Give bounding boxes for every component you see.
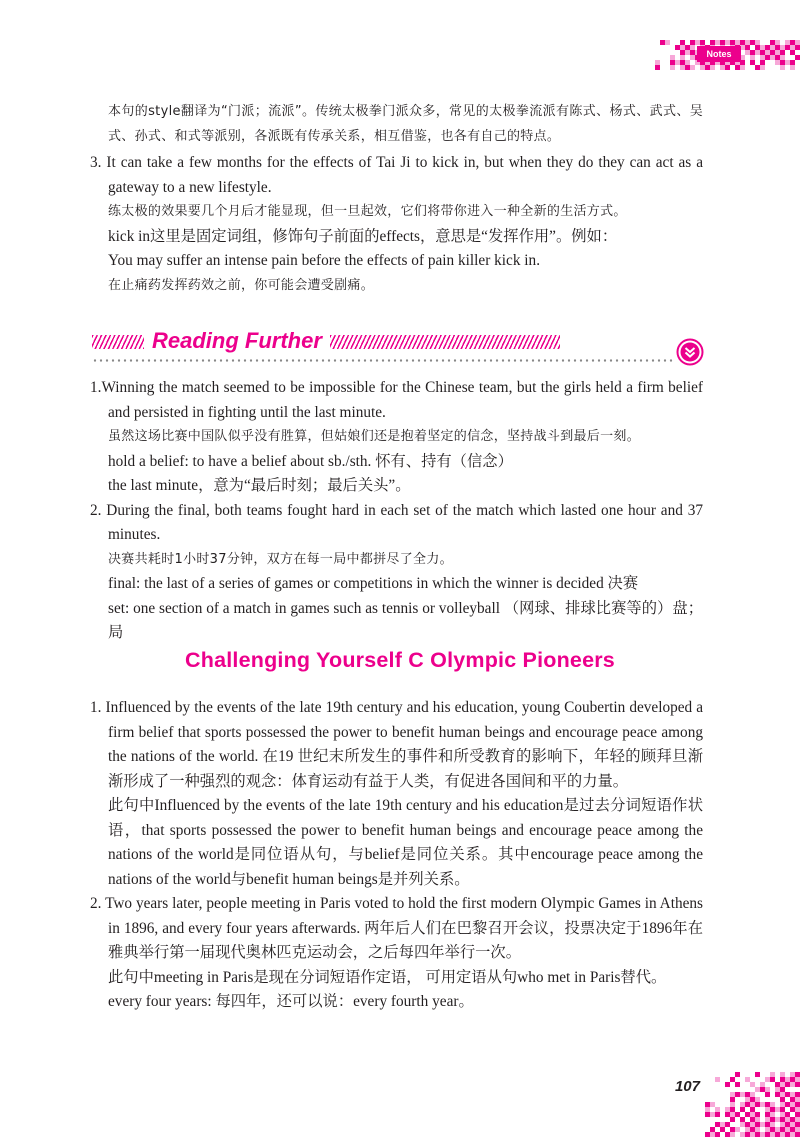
- cy-item-2-note-1: 此句中meeting in Paris是现在分词短语作定语， 可用定语从句who met in Paris替代。: [108, 968, 667, 986]
- item-3-note: kick in这里是固定词组，修饰句子前面的effects，意思是“发挥作用”。例如：: [108, 227, 618, 245]
- item-3-chinese: 练太极的效果要几个月后才能显现，但一旦起效，它们将带你进入一种全新的生活方式。: [108, 204, 627, 219]
- notes-tag: Notes: [697, 46, 741, 62]
- item-3-english: 3. It can take a few months for the effects of Tai Ji to kick in, but when they do they can act as a gateway to a new lifestyle.: [90, 154, 703, 196]
- rf-item-2-note-2: set: one section of a match in games such as tennis or volleyball （网球、排球比赛等的）盘；局: [108, 599, 703, 641]
- cy-item-1-note: 此句中Influenced by the events of the late 19th century and his education是过去分词短语作状语，that sports possessed the power to benefit human beings and encourage peace among the nations of the world是同位语从句，与belief是同位关系。其中encourage peace among the nations of the world与benefit human beings是并列关系。: [108, 797, 703, 888]
- hatch-decoration-right: [330, 335, 560, 349]
- style-explanation: 本句的style翻译为“门派；流派”。传统太极拳门派众多，常见的太极拳流派有陈式、杨式、武式、吴式、孙式、和式等派别，各派既有传承关系，相互借鉴，也各有自己的特点。: [108, 104, 703, 144]
- rf-item-1-note-2: the last minute，意为“最后时刻；最后关头”。: [108, 477, 411, 494]
- cy-item-2-note-2: every four years: 每四年，还可以说：every fourth year。: [108, 993, 474, 1010]
- rf-item-1-note-1: hold a belief: to have a belief about sb./sth. 怀有、持有（信念）: [108, 452, 513, 470]
- item-3-example-english: You may suffer an intense pain before the effects of pain killer kick in.: [108, 252, 541, 269]
- dotted-divider: [92, 359, 674, 362]
- top-section: [90, 100, 703, 298]
- rf-item-1-english: 1.Winning the match seemed to be impossible for the Chinese team, but the girls held a firm belief and persisted in fighting until the last minute.: [90, 379, 703, 421]
- pixel-cell: [795, 1132, 800, 1137]
- hatch-decoration-left: [92, 335, 144, 349]
- rf-item-2-note-1: final: the last of a series of games or competitions in which the winner is decided 决赛: [108, 575, 639, 592]
- pixel-cell: [795, 65, 800, 70]
- item-3-example-chinese: 在止痛药发挥药效之前，你可能会遭受剧痛。: [108, 277, 375, 293]
- chevron-down-circle-icon: [676, 338, 704, 366]
- cy-item-2-text: 2. Two years later, people meeting in Paris voted to hold the first modern Olympic Games in Athens in 1896, and every four years afterwards. 两年后人们在巴黎召开会议，投票决定于1896年在雅典举行第一届现代奥林匹克运动会，之后每四年举行一次。: [90, 895, 703, 961]
- page-number: 107: [674, 1078, 700, 1095]
- reading-further-section: [90, 376, 703, 646]
- footer-pixel-decoration: [705, 1072, 800, 1138]
- challenging-section: [90, 696, 703, 1015]
- reading-further-title: Reading Further: [152, 328, 322, 353]
- cy-item-1-text: 1. Influenced by the events of the late 19th century and his education, young Coubertin developed a firm belief that sports possessed the power to benefit human beings and encourage peace among the nations of the world. 在19 世纪末所发生的事件和所受教育的影响下，年轻的顾拜旦渐渐形成了一种强烈的观念：体育运动有益于人类，有促进各国间和平的力量。: [90, 699, 703, 790]
- rf-item-1-chinese: 虽然这场比赛中国队似乎没有胜算，但姑娘们还是抱着坚定的信念，坚持战斗到最后一刻。: [108, 429, 641, 444]
- rf-item-2-english: 2. During the final, both teams fought hard in each set of the match which lasted one hour and 37 minutes.: [90, 501, 703, 543]
- challenging-section-title: Challenging Yourself C Olympic Pioneers: [185, 648, 615, 672]
- rf-item-2-chinese: 决赛共耗时1小时37分钟，双方在每一局中都拼尽了全力。: [108, 551, 453, 567]
- reading-further-header: [92, 326, 704, 370]
